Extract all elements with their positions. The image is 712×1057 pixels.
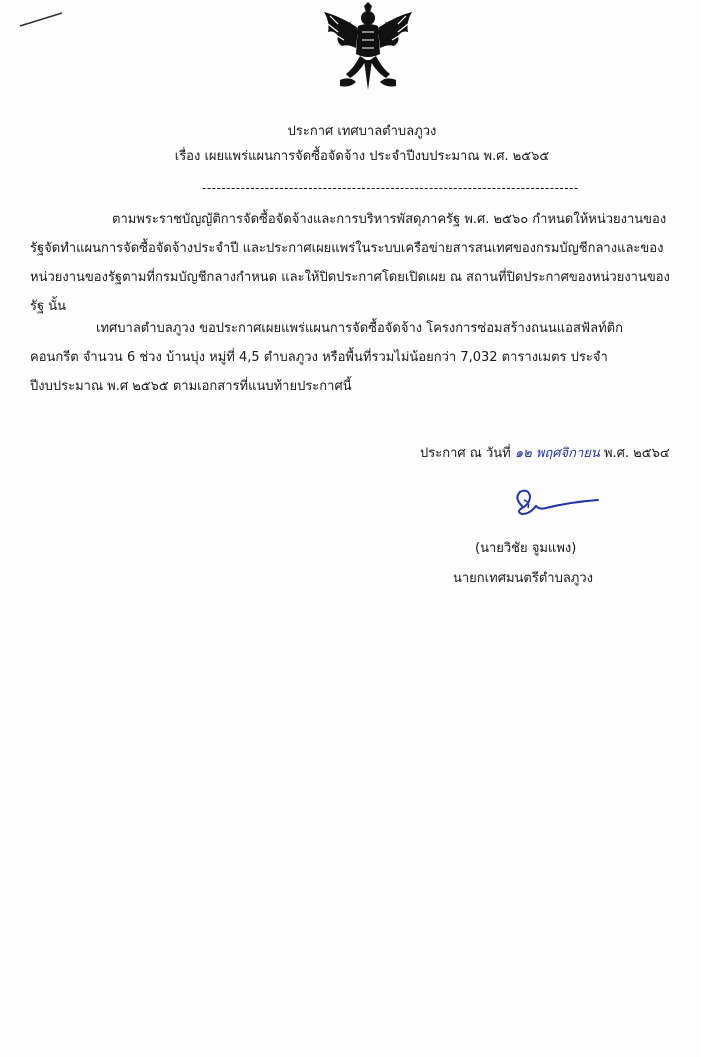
signer-name: (นายวิชัย จูมแพง) — [475, 541, 577, 556]
pen-stroke-mark — [18, 10, 64, 28]
handwritten-date: ๑๒ พฤศจิกายน — [514, 446, 600, 461]
divider-line: ------------------------------------------------------------------------------ — [202, 181, 579, 195]
handwritten-signature-icon — [500, 484, 600, 524]
body-paragraph-1 — [30, 205, 670, 321]
garuda-emblem-icon — [320, 2, 416, 94]
paragraph-1-text: ตามพระราชบัญญัติการจัดซื้อจัดจ้างและการบริหารพัสดุภาครัฐ พ.ศ. ๒๕๖๐ กำหนดให้หน่วยงานของรัฐจัดทำแผนการจัดซื้อจัดจ้างประจำปี และประกาศเผยแพร่ในระบบเครือข่ายสารสนเทศของกรมบัญชีกลางและของหน่วยงานของรัฐตามที่กรมบัญชีกลางกำหนด และให้ปิดประกาศโดยเปิดเผย ณ สถานที่ปิดประกาศของหน่วยงานของรัฐ นั้น — [30, 212, 670, 314]
announcement-heading: ประกาศ เทศบาลตำบลภูวง — [287, 124, 437, 139]
date-prefix: ประกาศ ณ วันที่ — [420, 446, 511, 461]
body-paragraph-2 — [30, 314, 670, 401]
announcement-subject: เรื่อง เผยแพร่แผนการจัดซื้อจัดจ้าง ประจำปีงบประมาณ พ.ศ. ๒๕๖๕ — [174, 149, 550, 164]
paragraph-2-text: เทศบาลตำบลภูวง ขอประกาศเผยแพร่แผนการจัดซื้อจัดจ้าง โครงการซ่อมสร้างถนนแอสฟัลท์ติกคอนกรีต จำนวน 6 ช่วง บ้านบุ่ง หมู่ที่ 4,5 ตำบลภูวง หรือพื้นที่รวมไม่น้อยกว่า 7,032 ตารางเมตร ประจำปีงบประมาณ พ.ศ ๒๕๖๕ ตามเอกสารที่แนบท้ายประกาศนี้ — [30, 321, 623, 394]
announcement-date — [420, 442, 670, 463]
date-suffix: พ.ศ. ๒๕๖๔ — [603, 446, 670, 461]
signer-title: นายกเทศมนตรีตำบลภูวง — [453, 571, 593, 586]
